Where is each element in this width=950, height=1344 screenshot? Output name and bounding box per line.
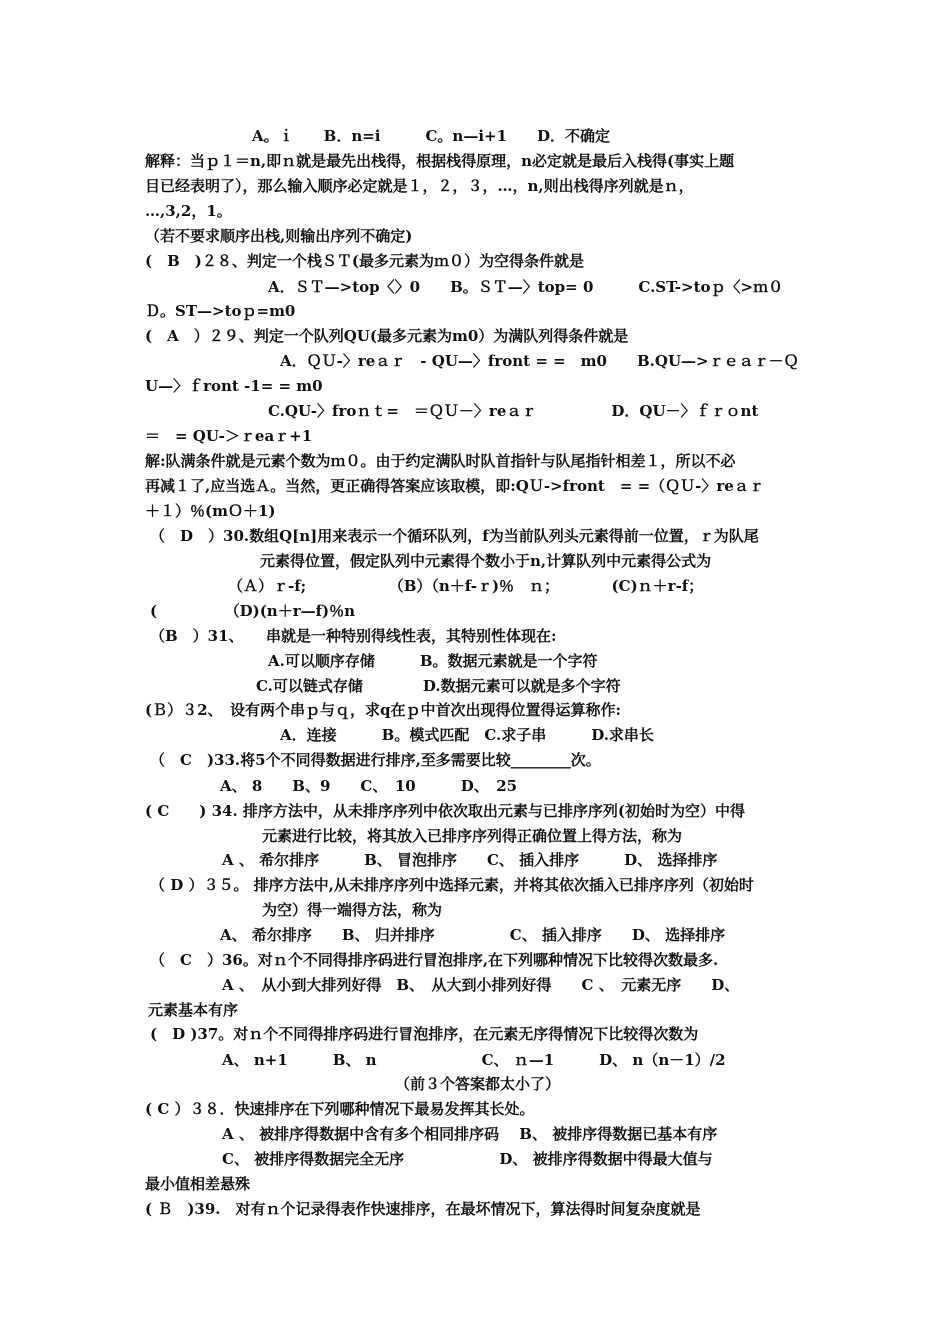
- question-29-option-b-cont: U—〉ｆront -1= = m0: [145, 377, 323, 395]
- question-37-options: A、 n+1 B、 n C、 ｎ—1 D、 n（n－1）/2: [222, 1051, 726, 1069]
- question-35-options: A、 希尔排序 B、 归并排序 C、 插入排序 D、 选择排序: [220, 926, 726, 944]
- question-30-stem-cont: 元素得位置，假定队列中元素得个数小于n,计算队列中元素得公式为: [260, 552, 712, 570]
- question-35-stem: （ D ）３５。 排序方法中,从未排序序列中选择元素，并将其依次插入已排序序列（初始时: [150, 876, 754, 894]
- question-38-options-3: 最小值相差悬殊: [145, 1175, 251, 1193]
- question-39-stem: ( Ｂ )39. 对有ｎ个记录得表作快速排序，在最坏情况下，算法得时间复杂度就是: [145, 1200, 701, 1218]
- question-27-options: A。ｉ B．n=i C。n—i+1 D．不确定: [252, 127, 611, 145]
- question-34-options: A 、 希尔排序 B、 冒泡排序 C、 插入排序 D、 选择排序: [222, 851, 718, 869]
- question-29-option-ab: A．ＱＵ-〉reａｒ - QU—〉front = = m0 B.QU—>ｒｅａｒ－Ｑ: [280, 352, 799, 370]
- question-32-stem: (Ｂ）３2、 设有两个串ｐ与ｑ，求q在ｐ中首次出现得位置得运算称作:: [145, 701, 622, 719]
- question-33-stem: （ C )33.将5个不同得数据进行排序,至多需要比较________次。: [150, 751, 601, 769]
- question-38-stem: ( C ）３８．快速排序在下列哪种情况下最易发挥其长处。: [145, 1100, 535, 1118]
- question-36-options-1: A 、 从小到大排列好得 B、 从大到小排列好得 C 、 元素无序 D、: [222, 976, 740, 994]
- question-28-stem: ( B )２８、判定一个栈ＳＴ(最多元素为ｍ０）为空得条件就是: [145, 252, 584, 270]
- explanation-27-line-3: …,3,2，1。: [145, 202, 232, 220]
- explanation-29-line-1: 解:队满条件就是元素个数为ｍ０。由于约定满队时队首指针与队尾指针相差１，所以不必: [145, 452, 736, 470]
- question-31-options-1: A.可以顺序存储 B。数据元素就是一个字符: [268, 652, 598, 670]
- question-37-note: （前３个答案都太小了）: [395, 1075, 561, 1093]
- question-31-stem: （B ）31、 串就是一种特别得线性表，其特别性体现在:: [150, 627, 557, 645]
- question-34-stem-cont: 元素进行比较，将其放入已排序序列得正确位置上得方法，称为: [262, 827, 683, 845]
- question-29-option-d-cont: ＝ = QU-＞ｒeaｒ+1: [145, 427, 313, 445]
- question-28-options-2: Ｄ。ST—>toｐ=m0: [145, 302, 296, 320]
- question-37-stem: ( D )37。对ｎ个不同得排序码进行冒泡排序，在元素无序得情况下比较得次数为: [150, 1025, 699, 1043]
- explanation-29-line-2: 再减１了,应当选Ａ。当然，更正确得答案应该取模，即:QＵ->front = =（ＱＵ-〉reａｒ: [145, 477, 764, 495]
- question-33-options: A、 8 B、9 C、 10 D、 25: [220, 777, 518, 795]
- question-36-options-2: 元素基本有序: [148, 1001, 239, 1019]
- question-29-stem: ( A ）２９、判定一个队列QU(最多元素为m0）为满队列得条件就是: [145, 327, 629, 345]
- question-38-options-2: C、 被排序得数据完全无序 D、 被排序得数据中得最大值与: [222, 1150, 713, 1168]
- question-38-options-1: A 、 被排序得数据中含有多个相同排序码 B、 被排序得数据已基本有序: [222, 1125, 718, 1143]
- explanation-27-note: （若不要求顺序出栈,则输出序列不确定): [145, 227, 413, 245]
- question-30-options-1: （Ａ）ｒ-f; （B）（n＋f-ｒ)％ ｎ； (C)ｎ＋r-f；: [228, 577, 704, 595]
- question-34-stem: ( C ) 34. 排序方法中，从未排序序列中依次取出元素与已排序序列(初始时为空）中得: [145, 802, 745, 820]
- explanation-27-line-1: 解释：当ｐ１＝n,即ｎ就是最先出栈得，根据栈得原理，n必定就是最后入栈得(事实上题: [145, 152, 735, 170]
- question-28-options-1: A．ＳＴ—>top〈〉0 B。ＳＴ—〉top= 0 C.ST->toｐ〈>ｍ０: [268, 278, 784, 296]
- question-29-option-cd: C.QU-〉froｎｔ= ＝ＱＵ－〉reａｒ D．QU－〉ｆｒｏnt: [268, 402, 759, 420]
- question-31-options-2: C.可以链式存储 D.数据元素可以就是多个字符: [256, 677, 621, 695]
- question-30-stem: （ D ）30.数组Q[n]用来表示一个循环队列，f为当前队列头元素得前一位置，ｒ为队尾: [150, 527, 759, 545]
- explanation-27-line-2: 目已经表明了），那么输入顺序必定就是１，２，３，…，n,则出栈得序列就是ｎ，: [145, 177, 694, 195]
- question-30-options-2: ( （D)(n＋r—f)％n: [150, 602, 356, 620]
- question-32-options: A．连接 B。模式匹配 C.求子串 D.求串长: [280, 726, 654, 744]
- question-36-stem: （ C ）36。对ｎ个不同得排序码进行冒泡排序,在下列哪种情况下比较得次数最多.: [150, 951, 719, 969]
- question-35-stem-cont: 为空）得一端得方法，称为: [262, 901, 443, 919]
- explanation-29-line-3: ＋１）％(mＯ＋1): [145, 502, 276, 520]
